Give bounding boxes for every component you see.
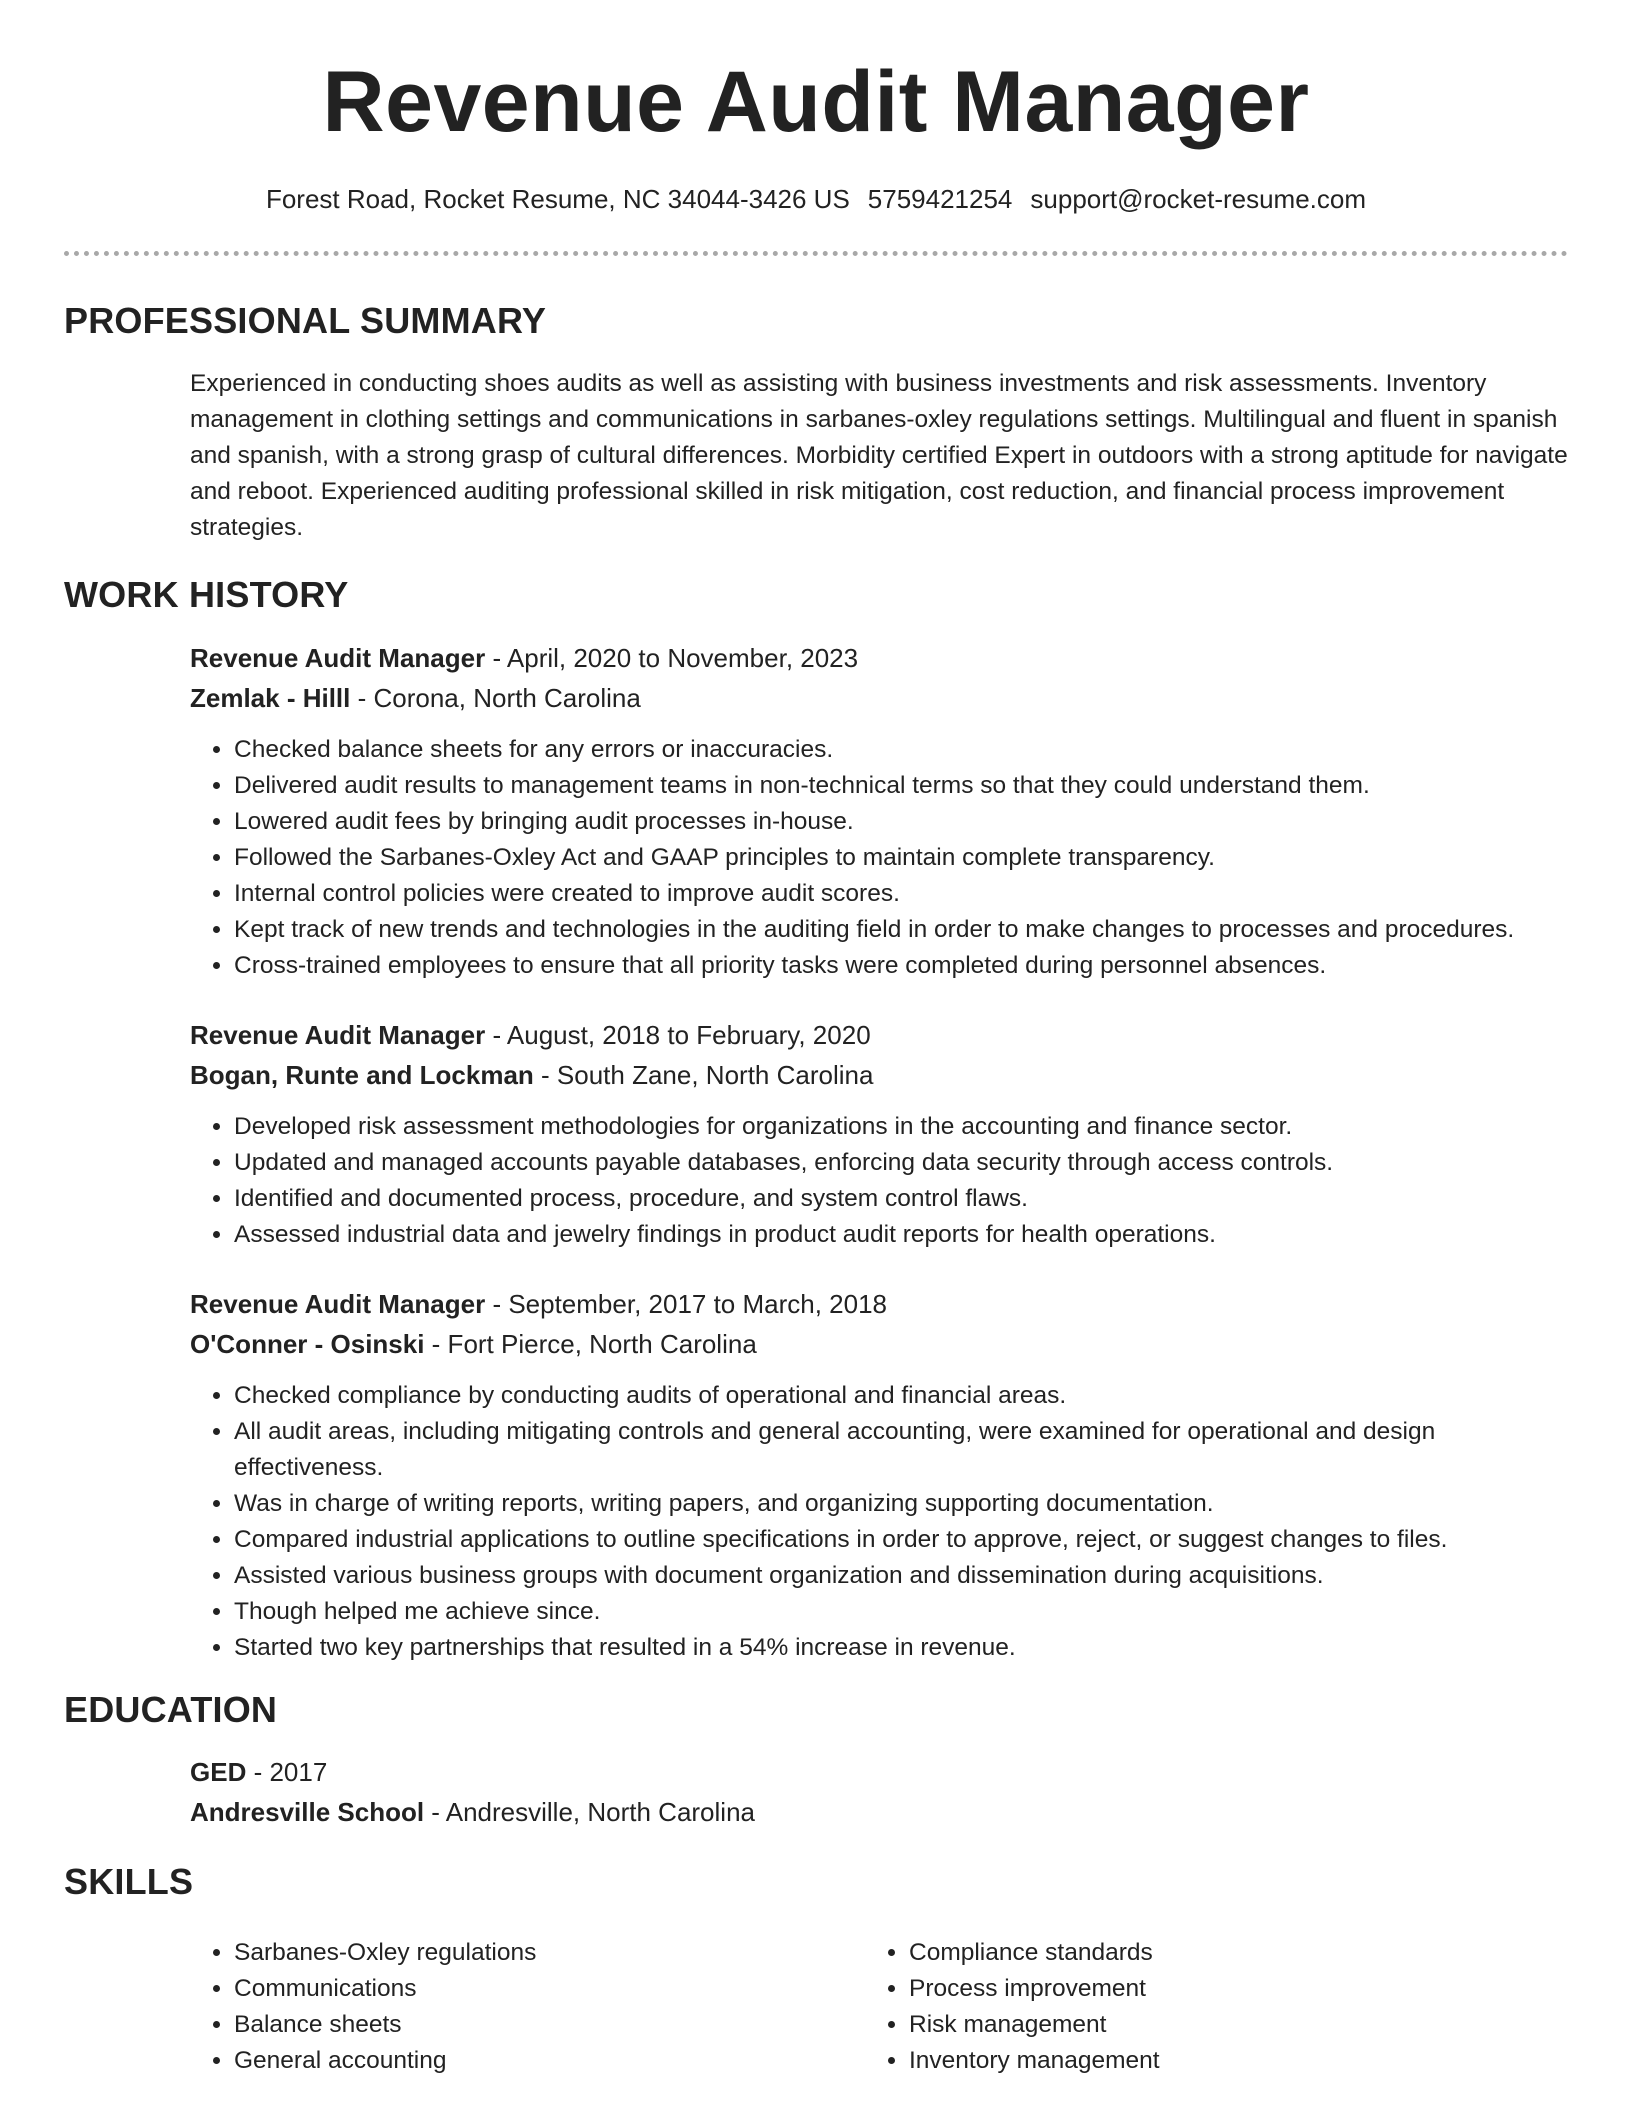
job-title-line [190,638,1570,678]
job-bullet: • Started two key partnerships that resulted in a 54% increase in revenue. [234,1630,1570,1666]
job-bullet: • Checked balance sheets for any errors or inaccuracies. [234,732,1570,768]
job-bullet: • Internal control policies were created to improve audit scores. [234,876,1570,912]
job-entry [190,1284,1570,1666]
job-bullet: • Assessed industrial data and jewelry findings in product audit reports for health operations. [234,1217,1570,1253]
job-bullet: • Delivered audit results to management teams in non-technical terms so that they could understand them. [234,768,1570,804]
job-location: - Fort Pierce, North Carolina [424,1329,757,1359]
section-title-work-history: WORK HISTORY [64,574,349,615]
job-bullet: • Followed the Sarbanes-Oxley Act and GAAP principles to maintain complete transparency. [234,840,1570,876]
summary-text: Experienced in conducting shoes audits as well as assisting with business investments and risk assessments. Inventory management in clothing settings and communications in sarbanes-oxley regulations settings. Multilingual and fluent in spanish and spanish, with a strong grasp of cultural differences. Morbidity certified Expert in outdoors with a strong aptitude for navigate and reboot. Experienced auditing professional skilled in risk mitigation, cost reduction, and financial process improvement strategies. [190,370,1568,541]
job-dates: - August, 2018 to February, 2020 [485,1020,871,1050]
job-entry [190,1015,1570,1253]
skill-item: • Compliance standards [909,1935,1509,1971]
job-company-line [190,678,1570,718]
job-bullet: • Assisted various business groups with document organization and dissemination during acquisitions. [234,1558,1570,1594]
job-title: Revenue Audit Manager [190,1289,486,1319]
job-bullet: • Compared industrial applications to outline specifications in order to approve, reject, or suggest changes to files. [234,1522,1570,1558]
education-school: Andresville School [190,1797,425,1827]
job-title: Revenue Audit Manager [190,643,486,673]
job-bullet: • Developed risk assessment methodologies for organizations in the accounting and finance sector. [234,1109,1570,1145]
job-bullet: • Cross-trained employees to ensure that all priority tasks were completed during personnel absences. [234,948,1570,984]
skill-item: • General accounting [234,2043,834,2079]
job-company: O'Conner - Osinski [190,1329,425,1359]
job-entry [190,638,1570,984]
job-bullet: • Kept track of new trends and technologies in the auditing field in order to make changes to processes and procedures. [234,912,1570,948]
job-company-line [190,1055,1570,1095]
skill-item: • Inventory management [909,2043,1509,2079]
contact-line [0,181,1632,217]
job-dates: - September, 2017 to March, 2018 [485,1289,888,1319]
job-company-line [190,1324,1570,1364]
section-title-skills: SKILLS [64,1861,194,1902]
education-location: - Andresville, North Carolina [424,1797,755,1827]
skill-item: • Risk management [909,2007,1509,2043]
contact-phone: 5759421254 [867,184,1013,214]
skill-item: • Communications [234,1971,834,2007]
resume-name: Revenue Audit Manager [322,54,1310,150]
skills-list-left [190,1935,834,2079]
job-bullets [190,732,1570,984]
job-location: - South Zane, North Carolina [533,1060,874,1090]
skills-list-right [865,1935,1509,2079]
job-location: - Corona, North Carolina [350,683,641,713]
job-company: Zemlak - Hilll [190,683,351,713]
job-bullet: • Checked compliance by conducting audits of operational and financial areas. [234,1378,1570,1414]
skill-item: • Sarbanes-Oxley regulations [234,1935,834,1971]
job-bullet: • All audit areas, including mitigating controls and general accounting, were examined for operational and design effectiveness. [234,1414,1570,1486]
job-bullet: • Though helped me achieve since. [234,1594,1570,1630]
job-dates: - April, 2020 to November, 2023 [485,643,859,673]
section-title-summary: PROFESSIONAL SUMMARY [64,300,547,341]
contact-email: support@rocket-resume.com [1030,184,1367,214]
job-bullets [190,1109,1570,1253]
job-title-line [190,1284,1570,1324]
contact-address: Forest Road, Rocket Resume, NC 34044-3426 US [265,184,850,214]
job-bullet: • Lowered audit fees by bringing audit processes in-house. [234,804,1570,840]
education-year: - 2017 [246,1757,328,1787]
job-bullets [190,1378,1570,1666]
header-divider [64,251,1568,256]
job-title: Revenue Audit Manager [190,1020,486,1050]
education-degree-line [190,1752,1570,1792]
education-degree: GED [190,1757,247,1787]
skill-item: • Process improvement [909,1971,1509,2007]
education-entry [190,1752,1570,1832]
education-school-line [190,1792,1570,1832]
job-company: Bogan, Runte and Lockman [190,1060,534,1090]
section-title-education: EDUCATION [64,1689,278,1730]
job-bullet: • Was in charge of writing reports, writing papers, and organizing supporting documentation. [234,1486,1570,1522]
job-bullet: • Updated and managed accounts payable databases, enforcing data security through access controls. [234,1145,1570,1181]
skill-item: • Balance sheets [234,2007,834,2043]
job-title-line [190,1015,1570,1055]
job-bullet: • Identified and documented process, procedure, and system control flaws. [234,1181,1570,1217]
